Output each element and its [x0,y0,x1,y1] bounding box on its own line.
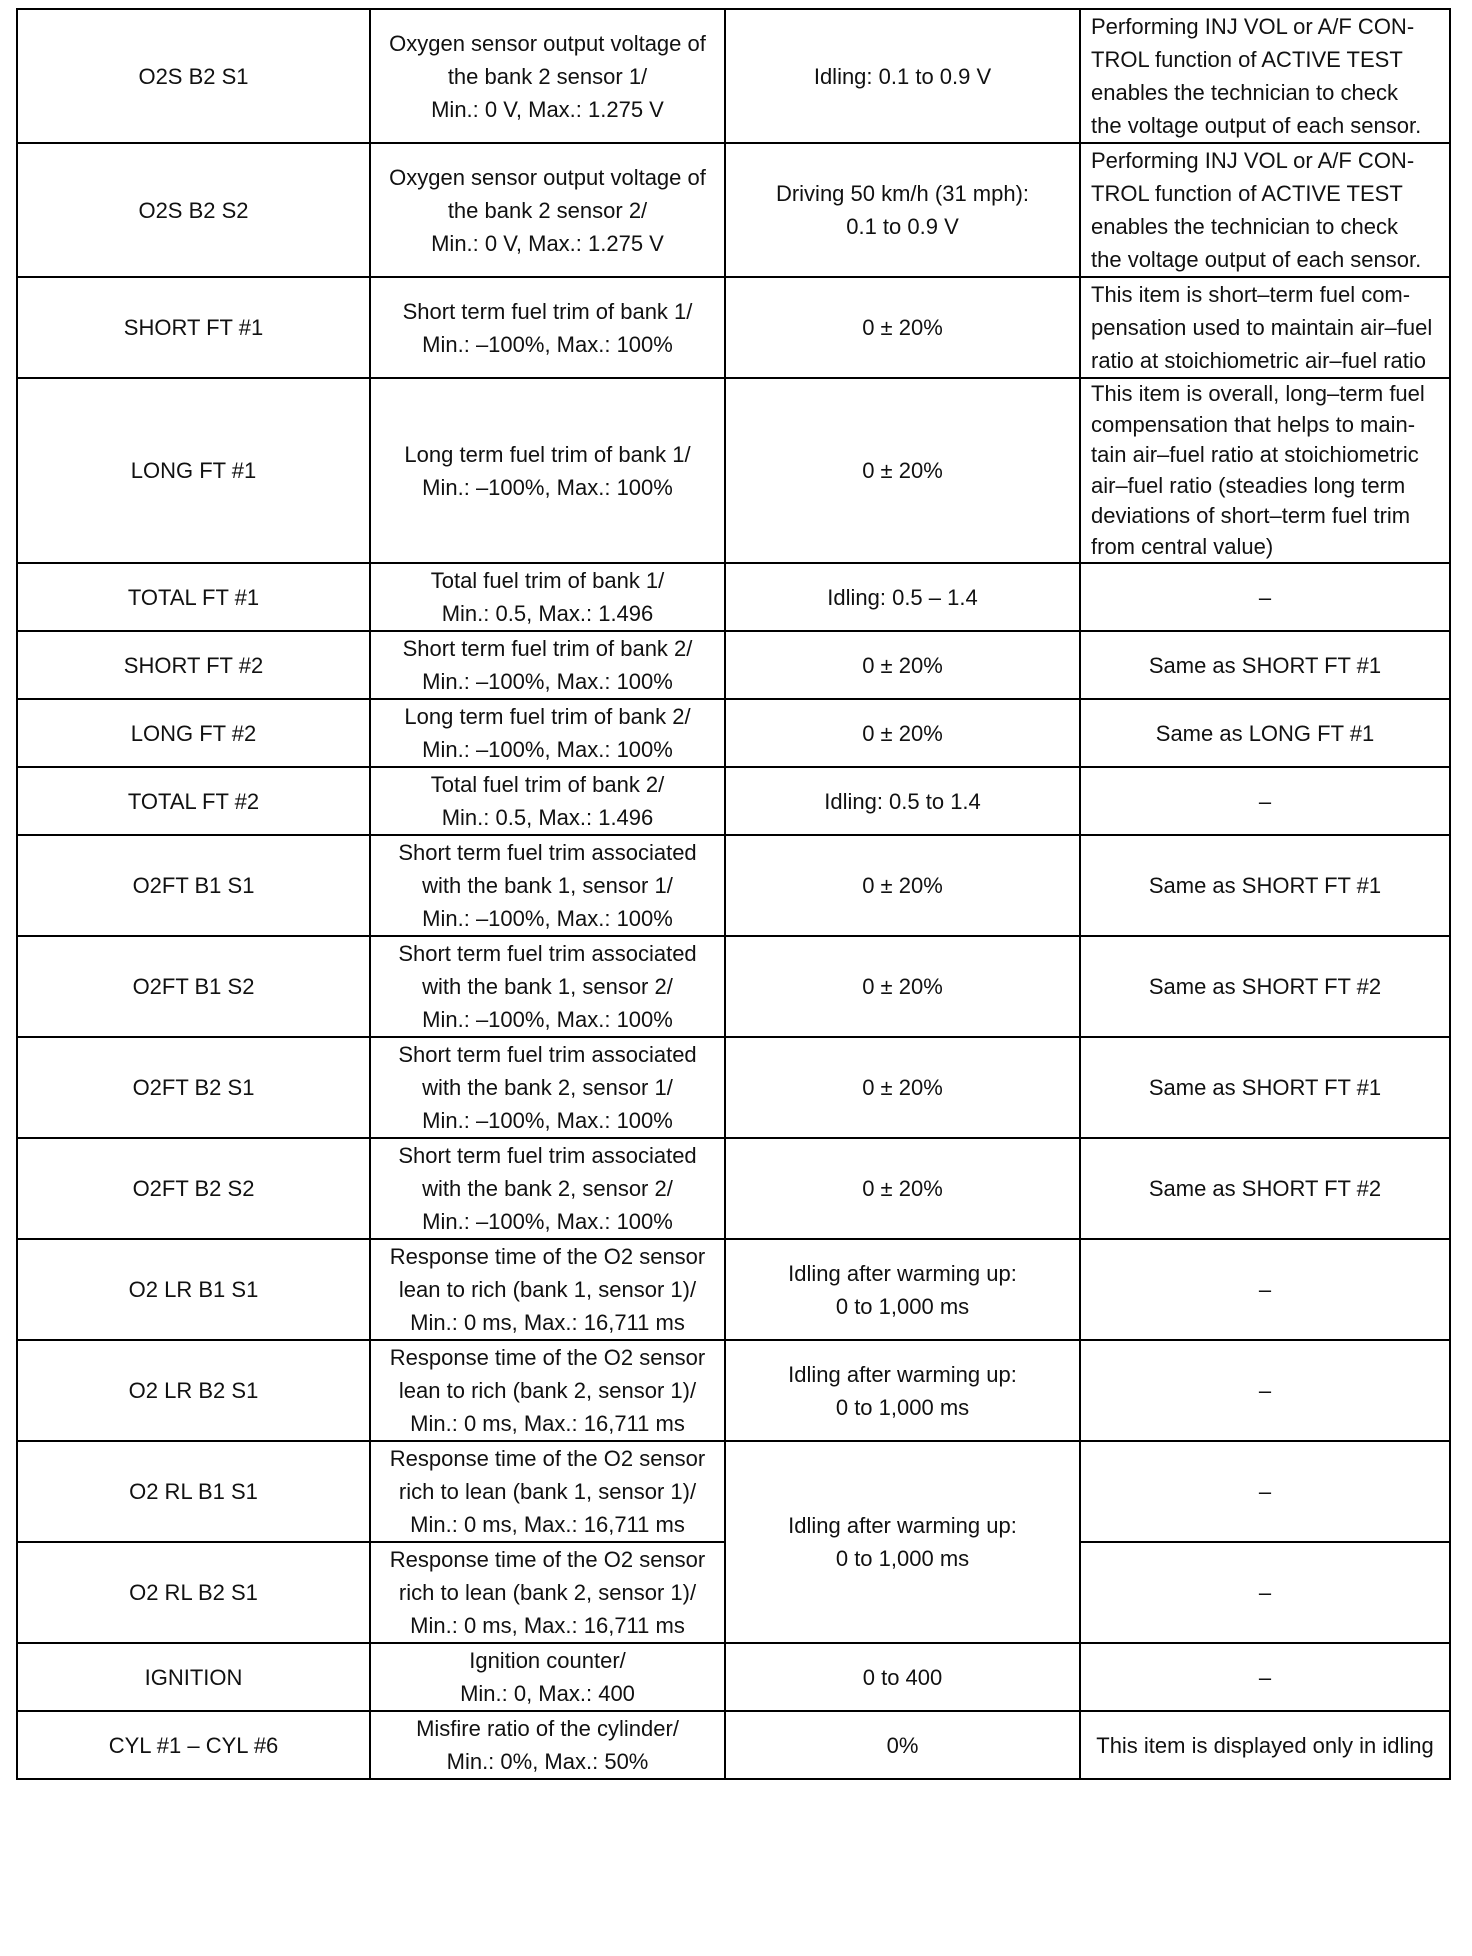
table-row [17,1441,1450,1542]
table-row [17,1711,1450,1779]
cell-line: Oxygen sensor output voltage of [389,164,706,190]
cell-line: Min.: –100%, Max.: 100% [422,669,673,694]
cell-line: Oxygen sensor output voltage of [389,30,706,56]
normal-condition-cell [725,1138,1080,1239]
cell-line: Idling after warming up: [788,1361,1017,1387]
cell-line: lean to rich (bank 2, sensor 1)/ [398,1378,697,1403]
normal-condition-cell [725,9,1080,143]
cell-line: Ignition counter/ [469,1648,626,1673]
diagnostic-note-cell [1080,1340,1450,1441]
cell-line: Short term fuel trim associated [398,1042,697,1067]
normal-condition-cell [725,277,1080,378]
cell-line: Long term fuel trim of bank 2/ [404,704,691,729]
cell-line: Idling: 0.1 to 0.9 V [813,63,992,89]
cell-line: This item is overall, long–term fuel [1091,381,1425,406]
cell-line: – [1258,584,1272,610]
cell-line: Same as SHORT FT #2 [1148,974,1382,999]
cell-line: Min.: 0 ms, Max.: 16,711 ms [410,1411,685,1436]
cell-line: This item is short–term fuel com- [1091,282,1411,307]
cell-line: Same as SHORT FT #1 [1148,652,1382,678]
cell-line: ratio at stoichiometric air–fuel ratio [1091,348,1427,373]
item-cell: O2S B2 S1 [17,9,370,143]
normal-condition-cell [725,767,1080,835]
cell-line: Min.: 0.5, Max.: 1.496 [441,805,654,830]
diagnostic-note-cell [1080,1037,1450,1138]
cell-line: Same as SHORT FT #1 [1148,873,1382,898]
measurement-cell [370,1542,725,1643]
diagnostic-note-cell [1080,143,1450,277]
cell-line: 0 ± 20% [862,315,943,340]
data-list-table [16,8,1451,1780]
cell-line: Response time of the O2 sensor [389,1345,706,1370]
cell-line: 0 ± 20% [862,1176,943,1201]
item-cell: LONG FT #1 [17,378,370,563]
normal-condition-cell [725,835,1080,936]
diagnostic-note-cell [1080,1711,1450,1779]
item-cell: CYL #1 – CYL #6 [17,1711,370,1779]
measurement-cell [370,936,725,1037]
diagnostic-note-cell [1080,9,1450,143]
normal-condition-cell [725,1239,1080,1340]
cell-line: compensation that helps to main- [1091,411,1416,437]
cell-line: Short term fuel trim of bank 1/ [402,298,693,324]
cell-line: Short term fuel trim associated [398,1143,697,1168]
cell-line: Min.: –100%, Max.: 100% [422,474,673,500]
normal-condition-cell [725,699,1080,767]
cell-line: Driving 50 km/h (31 mph): [775,181,1030,206]
cell-line: 0 ± 20% [862,652,943,678]
cell-line: Misfire ratio of the cylinder/ [416,1716,679,1741]
cell-line: Response time of the O2 sensor [389,1547,706,1572]
cell-line: Min.: 0 V, Max.: 1.275 V [431,230,664,256]
measurement-cell [370,9,725,143]
cell-line: TROL function of ACTIVE TEST [1091,181,1403,206]
diagnostic-note-cell [1080,1138,1450,1239]
cell-line: rich to lean (bank 1, sensor 1)/ [398,1479,697,1504]
table-row [17,699,1450,767]
measurement-cell [370,143,725,277]
cell-line: – [1258,1479,1272,1504]
cell-line: air–fuel ratio (steadies long term [1091,472,1406,498]
cell-line: 0 to 1,000 ms [835,1293,970,1319]
cell-line: Min.: –100%, Max.: 100% [422,1209,673,1234]
cell-line: – [1258,788,1272,814]
measurement-cell [370,1340,725,1441]
table-row [17,631,1450,699]
cell-line: 0.1 to 0.9 V [846,214,959,239]
cell-line: the bank 2 sensor 1/ [447,63,648,89]
normal-condition-cell [725,936,1080,1037]
cell-line: Min.: 0 ms, Max.: 16,711 ms [410,1512,685,1537]
cell-line: – [1258,1378,1272,1403]
measurement-cell [370,631,725,699]
cell-line: 0 to 1,000 ms [835,1546,970,1571]
measurement-cell [370,563,725,631]
cell-line: Idling: 0.5 to 1.4 [824,788,981,814]
measurement-cell [370,1441,725,1542]
table-row [17,1643,1450,1711]
cell-line: Min.: 0.5, Max.: 1.496 [441,601,654,626]
diagnostic-note-cell [1080,1643,1450,1711]
cell-line: 0 ± 20% [862,458,943,483]
cell-line: Idling: 0.5 – 1.4 [827,584,978,610]
diagnostic-note-cell [1080,1239,1450,1340]
cell-line: Min.: 0 ms, Max.: 16,711 ms [410,1613,685,1638]
cell-line: 0 ± 20% [862,1075,943,1100]
normal-condition-cell [725,1340,1080,1441]
table-row [17,9,1450,143]
cell-line: Response time of the O2 sensor [389,1446,706,1471]
item-cell: O2 LR B2 S1 [17,1340,370,1441]
cell-line: Same as SHORT FT #1 [1148,1075,1382,1100]
cell-line: with the bank 1, sensor 1/ [422,873,673,898]
measurement-cell [370,1643,725,1711]
normal-condition-cell [725,1711,1080,1779]
cell-line: 0 ± 20% [862,974,943,999]
cell-line: Response time of the O2 sensor [389,1244,706,1269]
cell-line: – [1258,1580,1272,1605]
cell-line: lean to rich (bank 1, sensor 1)/ [398,1277,697,1302]
cell-line: Min.: 0 ms, Max.: 16,711 ms [410,1310,685,1335]
cell-line: the voltage output of each sensor. [1091,247,1422,272]
measurement-cell [370,1037,725,1138]
table-row [17,378,1450,563]
table-row [17,277,1450,378]
diagnostic-note-cell [1080,1441,1450,1542]
cell-line: – [1258,1664,1272,1690]
normal-condition-cell [725,143,1080,277]
cell-line: Min.: –100%, Max.: 100% [422,331,673,357]
table-row [17,835,1450,936]
item-cell: SHORT FT #1 [17,277,370,378]
cell-line: Min.: –100%, Max.: 100% [422,1007,673,1032]
normal-condition-cell [725,563,1080,631]
item-cell: O2 LR B1 S1 [17,1239,370,1340]
diagnostic-note-cell [1080,699,1450,767]
cell-line: with the bank 1, sensor 2/ [422,974,673,999]
item-cell: O2 RL B2 S1 [17,1542,370,1643]
cell-line: tain air–fuel ratio at stoichiometric [1091,442,1419,467]
cell-line: Idling after warming up: [788,1260,1017,1286]
normal-condition-cell [725,1643,1080,1711]
measurement-cell [370,835,725,936]
table-row [17,143,1450,277]
cell-line: 0 to 1,000 ms [835,1394,970,1420]
item-cell: O2FT B2 S2 [17,1138,370,1239]
item-cell: O2 RL B1 S1 [17,1441,370,1542]
cell-line: Same as LONG FT #1 [1155,720,1375,746]
measurement-cell [370,277,725,378]
cell-line: 0 ± 20% [862,720,943,746]
cell-line: enables the technician to check [1091,214,1398,239]
diagnostic-note-cell [1080,563,1450,631]
cell-line: Min.: –100%, Max.: 100% [422,737,673,762]
cell-line: Min.: 0%, Max.: 50% [446,1749,649,1774]
item-cell: O2FT B1 S1 [17,835,370,936]
cell-line: 0 ± 20% [862,873,943,898]
item-cell: O2S B2 S2 [17,143,370,277]
cell-line: This item is displayed only in idling [1096,1732,1434,1758]
diagnostic-note-cell [1080,378,1450,563]
item-cell: IGNITION [17,1643,370,1711]
item-cell: TOTAL FT #1 [17,563,370,631]
table-row [17,563,1450,631]
cell-line: Long term fuel trim of bank 1/ [404,441,691,467]
cell-line: Performing INJ VOL or A/F CON- [1091,148,1415,173]
item-cell: O2FT B2 S1 [17,1037,370,1138]
cell-line: Same as SHORT FT #2 [1148,1176,1382,1201]
table-row [17,1340,1450,1441]
item-cell: SHORT FT #2 [17,631,370,699]
measurement-cell [370,767,725,835]
measurement-cell [370,1239,725,1340]
cell-line: from central value) [1091,533,1274,559]
cell-line: the voltage output of each sensor. [1091,113,1422,138]
cell-line: Idling after warming up: [788,1513,1017,1538]
measurement-cell [370,699,725,767]
normal-condition-cell [725,378,1080,563]
cell-line: TROL function of ACTIVE TEST [1091,47,1403,72]
cell-line: 0% [886,1732,919,1758]
table-row [17,1138,1450,1239]
diagnostic-note-cell [1080,277,1450,378]
normal-condition-cell [725,1037,1080,1138]
table-row [17,1037,1450,1138]
diagnostic-note-cell [1080,835,1450,936]
cell-line: Min.: –100%, Max.: 100% [422,1108,673,1133]
cell-line: – [1258,1277,1272,1302]
measurement-cell [370,1711,725,1779]
cell-line: rich to lean (bank 2, sensor 1)/ [398,1580,697,1605]
cell-line: Short term fuel trim associated [398,941,697,966]
table-row [17,767,1450,835]
table-row [17,936,1450,1037]
item-cell: O2FT B1 S2 [17,936,370,1037]
diagnostic-note-cell [1080,1542,1450,1643]
table-row [17,1239,1450,1340]
cell-line: Short term fuel trim of bank 2/ [402,636,693,661]
cell-line: pensation used to maintain air–fuel [1091,315,1433,340]
normal-condition-cell [725,1441,1080,1643]
cell-line: deviations of short–term fuel trim [1091,503,1411,528]
measurement-cell [370,1138,725,1239]
cell-line: 0 to 400 [862,1664,943,1690]
cell-line: enables the technician to check [1091,80,1398,105]
cell-line: Min.: 0 V, Max.: 1.275 V [431,96,664,122]
diagnostic-note-cell [1080,936,1450,1037]
item-cell: LONG FT #2 [17,699,370,767]
cell-line: with the bank 2, sensor 1/ [422,1075,673,1100]
normal-condition-cell [725,631,1080,699]
cell-line: Performing INJ VOL or A/F CON- [1091,14,1415,39]
table-body [17,9,1450,1779]
cell-line: the bank 2 sensor 2/ [447,197,648,223]
diagnostic-note-cell [1080,631,1450,699]
diagnostic-note-cell [1080,767,1450,835]
cell-line: Min.: –100%, Max.: 100% [422,906,673,931]
cell-line: with the bank 2, sensor 2/ [422,1176,673,1201]
item-cell: TOTAL FT #2 [17,767,370,835]
cell-line: Short term fuel trim associated [398,840,697,865]
cell-line: Min.: 0, Max.: 400 [460,1681,635,1706]
cell-line: Total fuel trim of bank 2/ [430,772,665,797]
cell-line: Total fuel trim of bank 1/ [430,568,665,593]
measurement-cell [370,378,725,563]
